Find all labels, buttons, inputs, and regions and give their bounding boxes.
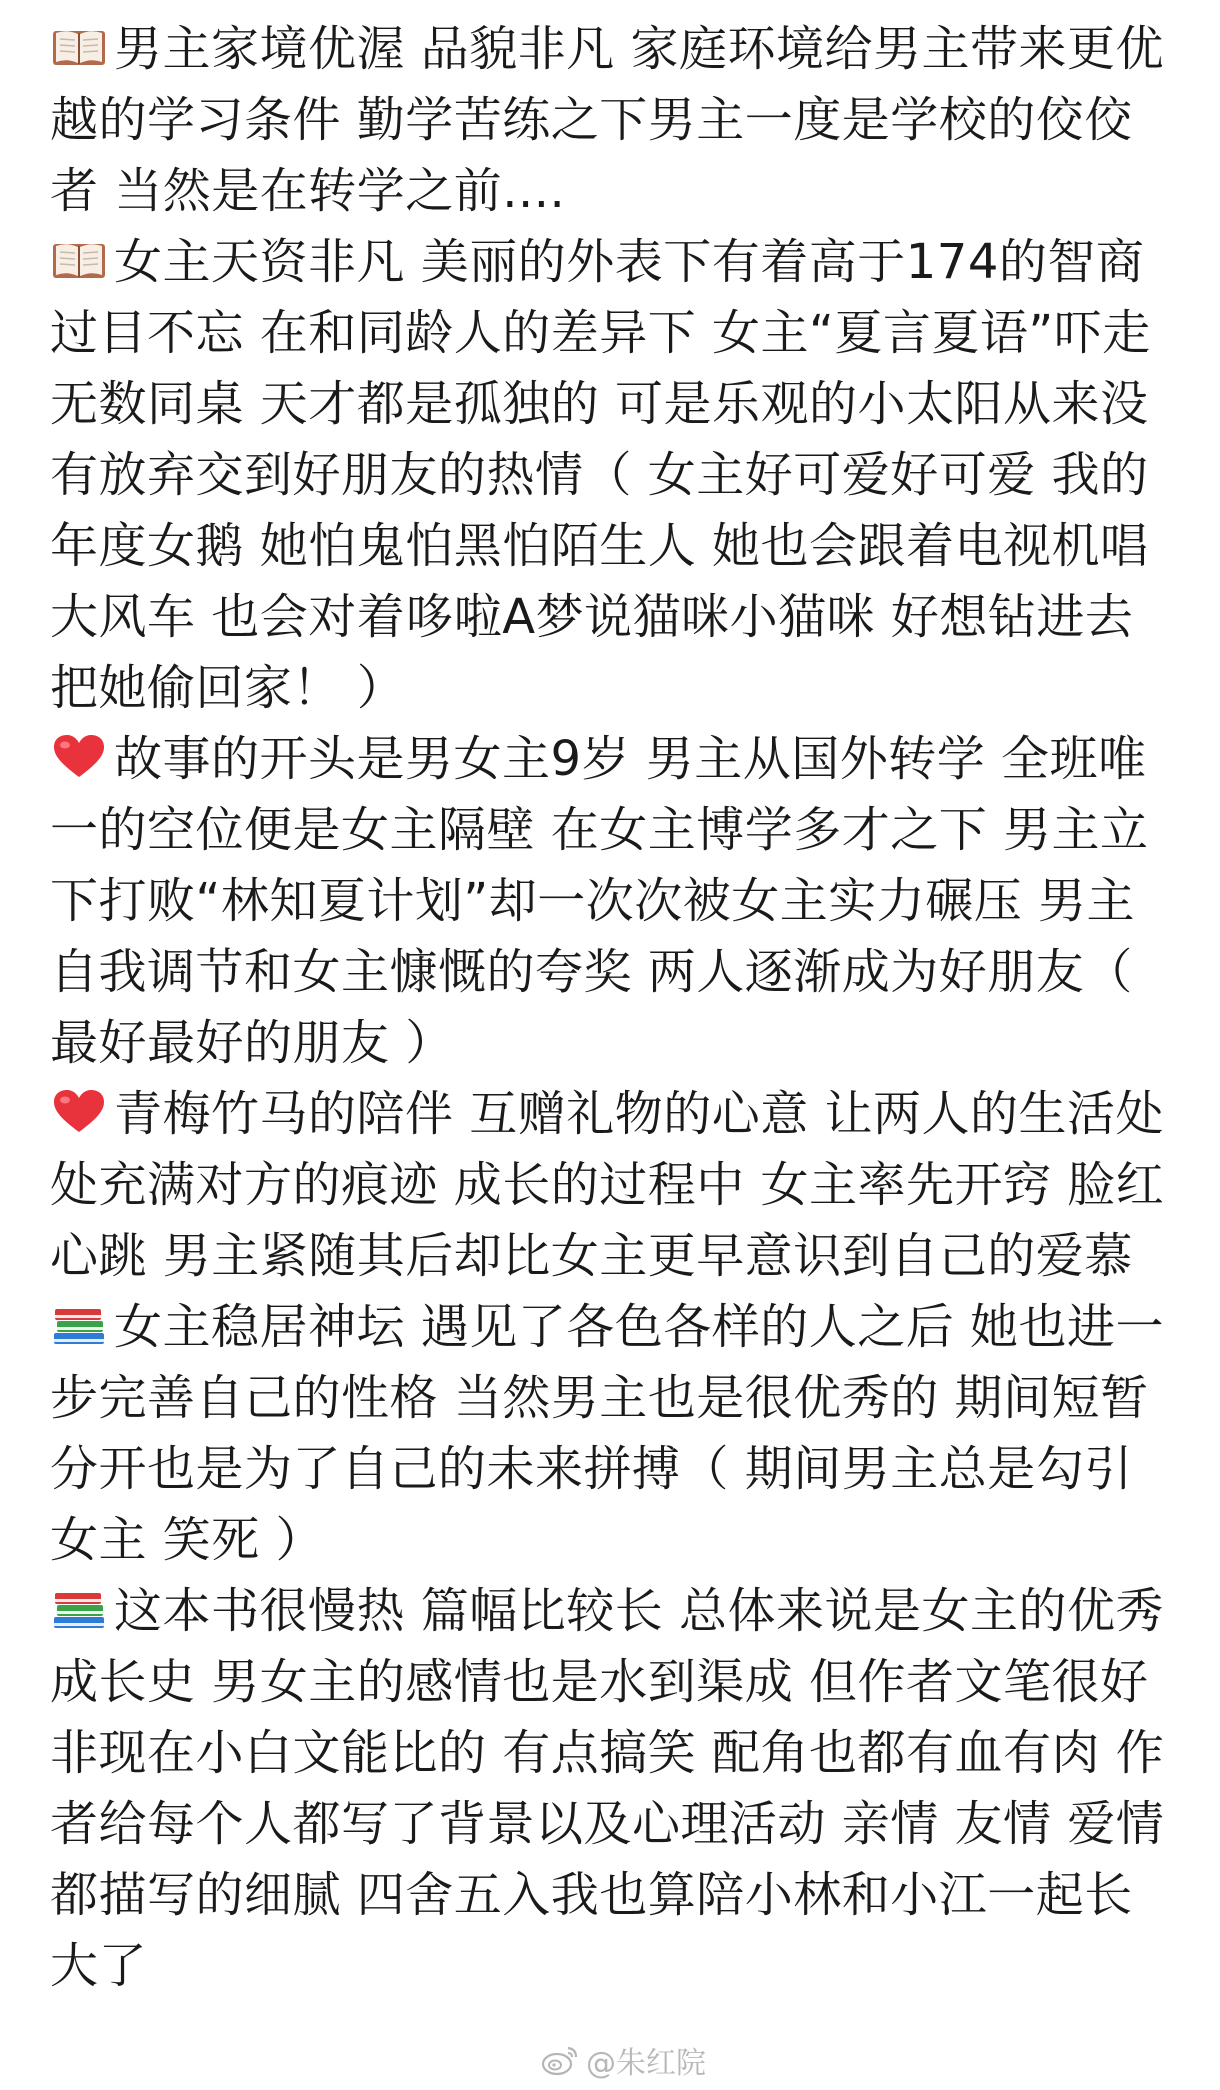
- paragraph-5: [50, 1292, 1180, 1576]
- paragraph-text: 女主稳居神坛 遇见了各色各样的人之后 她也进一步完善自己的性格 当然男主也是很优秀的 期间短暂分开也是为了自己的未来拼搏（ 期间男主总是勾引女主 笑死 ）: [50, 1299, 1165, 1568]
- open-book-icon: [50, 236, 108, 284]
- stacked-books-icon: [50, 1301, 108, 1349]
- weibo-logo-icon: [540, 2044, 580, 2076]
- watermark-text: @朱红院: [586, 2046, 706, 2081]
- red-heart-icon: [50, 1088, 108, 1136]
- paragraph-2: [50, 227, 1180, 724]
- weibo-watermark: [540, 2040, 706, 2080]
- stacked-books-icon: [50, 1585, 108, 1633]
- paragraph-6: [50, 1576, 1180, 2002]
- open-book-icon: [50, 23, 108, 71]
- paragraph-text: 女主天资非凡 美丽的外表下有着高于174的智商 过目不忘 在和同龄人的差异下 女主“夏言夏语”吓走无数同桌 天才都是孤独的 可是乐观的小太阳从来没有放弃交到好朋友的热情（ 女主好可爱好可爱 我的年度女鹅 她怕鬼怕黑怕陌生人 她也会跟着电视机唱大风车 也会对着哆啦A梦说猫咪小猫咪 好想钻进去把她偷回家！ ）: [50, 234, 1151, 716]
- paragraph-4: [50, 1079, 1180, 1292]
- paragraph-text: 故事的开头是男女主9岁 男主从国外转学 全班唯一的空位便是女主隔壁 在女主博学多才之下 男主立下打败“林知夏计划”却一次次被女主实力碾压 男主自我调节和女主慷慨的夸奖 两人逐渐成为好朋友（ 最好最好的朋友 ）: [50, 731, 1149, 1071]
- paragraph-3: [50, 724, 1180, 1079]
- paragraph-1: [50, 14, 1180, 227]
- red-heart-icon: [50, 733, 108, 781]
- post-body: [50, 14, 1180, 2002]
- paragraph-text: 青梅竹马的陪伴 互赠礼物的心意 让两人的生活处处充满对方的痕迹 成长的过程中 女主率先开窍 脸红心跳 男主紧随其后却比女主更早意识到自己的爱慕: [50, 1086, 1165, 1284]
- paragraph-text: 男主家境优渥 品貌非凡 家庭环境给男主带来更优越的学习条件 勤学苦练之下男主一度是学校的佼佼者 当然是在转学之前....: [50, 21, 1165, 219]
- paragraph-text: 这本书很慢热 篇幅比较长 总体来说是女主的优秀成长史 男女主的感情也是水到渠成 但作者文笔很好 非现在小白文能比的 有点搞笑 配角也都有血有肉 作者给每个人都写了背景以及心理活动 亲情 友情 爱情都描写的细腻 四舍五入我也算陪小林和小江一起长大了: [50, 1583, 1165, 1994]
